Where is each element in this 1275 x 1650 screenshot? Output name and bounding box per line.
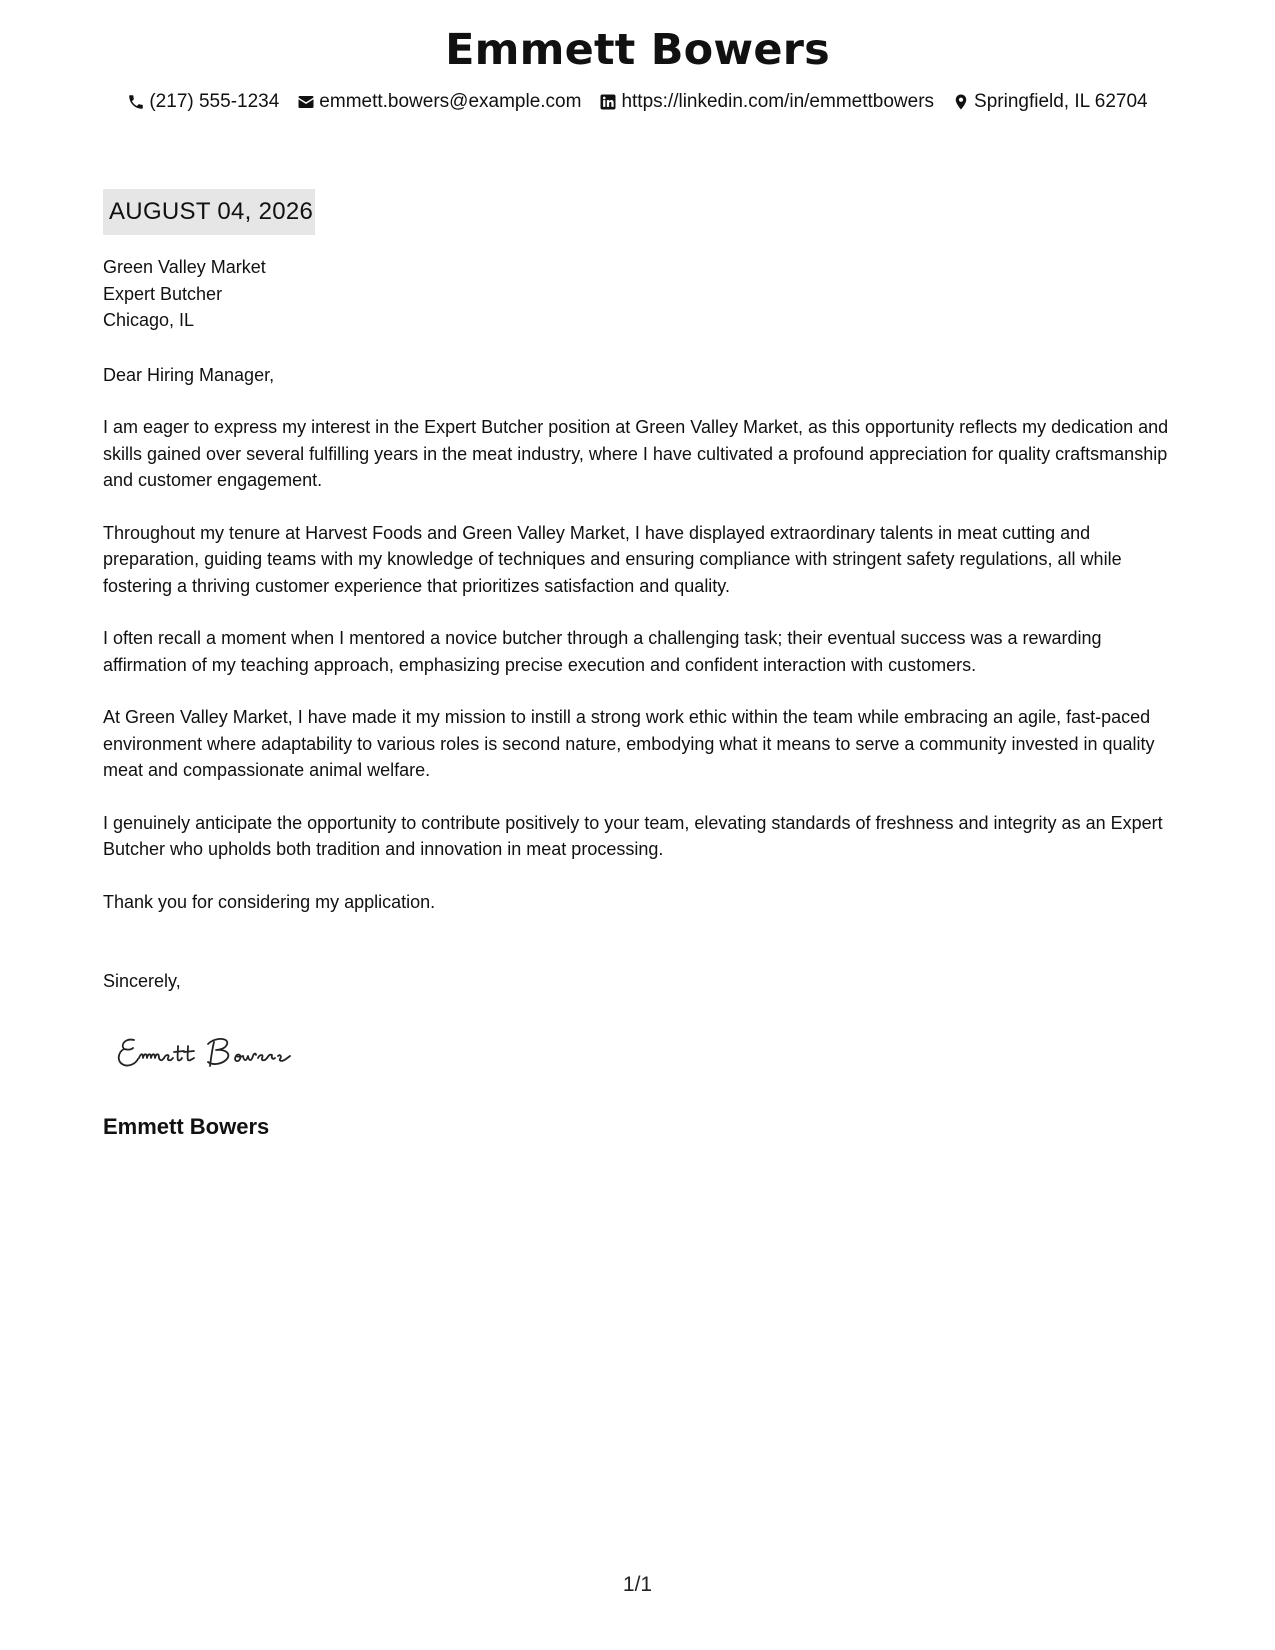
closing-thanks: Thank you for considering my application. (103, 891, 436, 912)
recipient-location: Chicago, IL (103, 310, 195, 330)
contact-linkedin[interactable] (599, 90, 934, 114)
contact-phone[interactable] (127, 90, 279, 114)
envelope-icon (297, 93, 315, 111)
body-paragraph-5: I genuinely anticipate the opportunity to contribute positively to your team, elevating standards of freshness and integrity as an Expert Butcher who upholds both tradition and innovation in meat processing. (103, 812, 1163, 859)
body-paragraph-3: I often recall a moment when I mentored a novice butcher through a challenging task; their eventual success was a rewarding affirmation of my teaching approach, emphasizing precise execution and confident interaction with customers. (103, 628, 1102, 675)
recipient-company: Green Valley Market (103, 257, 266, 277)
body-paragraph-2: Throughout my tenure at Harvest Foods and Green Valley Market, I have displayed extraordinary talents in meat cutting and preparation, guiding teams with my knowledge of techniques and ensuring compliance with stringent safety regulations, all while fostering a thriving customer experience that prioritizes satisfaction and quality. (103, 522, 1122, 596)
sign-off: Sincerely, (103, 971, 181, 991)
letter-date: AUGUST 04, 2026 (103, 189, 315, 235)
signature-text: Emmett Bowers (112, 1076, 120, 1077)
location-text: Springfield, IL 62704 (974, 91, 1148, 112)
signature-image (112, 1030, 352, 1078)
map-pin-icon (952, 93, 970, 111)
phone-icon (127, 93, 145, 111)
page-number: 1/1 (622, 1573, 653, 1596)
printed-name: Emmett Bowers (103, 1114, 270, 1139)
applicant-name: Emmett Bowers (445, 25, 830, 75)
salutation: Dear Hiring Manager, (103, 364, 275, 385)
email-text: emmett.bowers@example.com (319, 91, 582, 112)
recipient-block (103, 254, 1183, 334)
contact-email[interactable] (297, 90, 581, 114)
letter-content (103, 254, 1183, 995)
contact-location (952, 90, 1148, 114)
body-paragraph-1: I am eager to express my interest in the Expert Butcher position at Green Valley Market, as this opportunity reflects my dedication and skills gained over several fulfilling years in the meat industry, where I have cultivated a profound appreciation for quality craftsmanship and customer engagement. (103, 417, 1169, 490)
letter-header (0, 22, 1275, 114)
linkedin-text: https://linkedin.com/in/emmettbowers (621, 91, 935, 112)
linkedin-icon (599, 93, 617, 111)
body-paragraph-4: At Green Valley Market, I have made it my mission to instill a strong work ethic within the team while embracing an agile, fast-paced environment where adaptability to various roles is second nature, embodying what it means to serve a community invested in quality meat and compassionate animal welfare. (103, 707, 1155, 780)
handwritten-signature (112, 1030, 352, 1078)
recipient-position: Expert Butcher (103, 283, 223, 304)
phone-text: (217) 555-1234 (149, 91, 280, 112)
contact-row (0, 90, 1275, 114)
